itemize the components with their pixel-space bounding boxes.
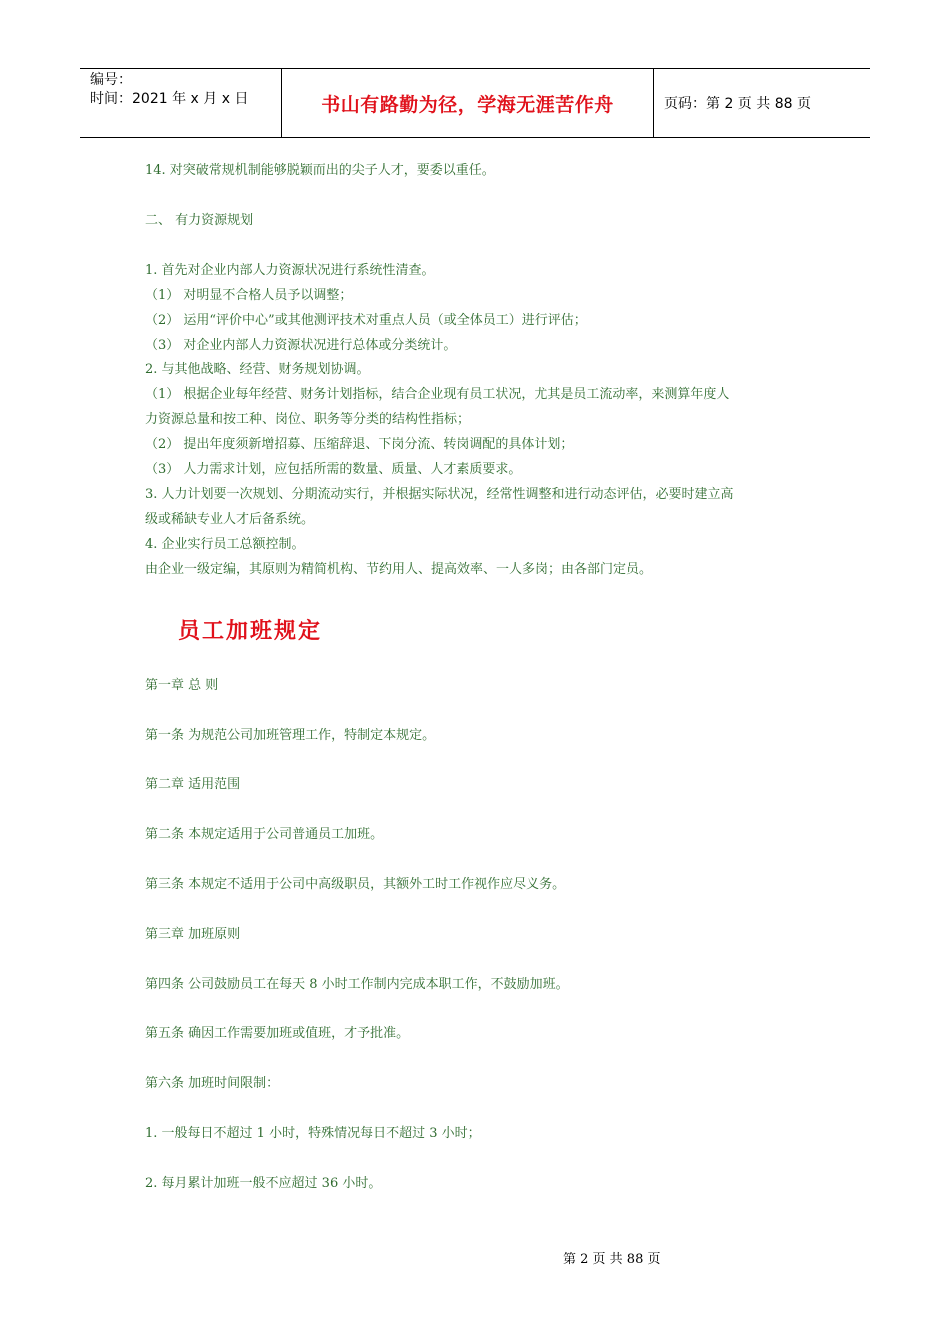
section-title: 员工加班规定 <box>178 619 323 644</box>
body-line: 1. 首先对企业内部人力资源状况进行系统性清查。 <box>145 263 435 278</box>
body-line: 由企业一级定编，其原则为精简机构、节约用人、提高效率、一人多岗；由各部门定员。 <box>145 562 653 577</box>
serial-label: 编号： <box>90 72 132 88</box>
list-item: 1. 一般每日不超过 1 小时，特殊情况每日不超过 3 小时； <box>145 1126 481 1141</box>
body-line: （2） 运用“评价中心”或其他测评技术对重点人员（或全体员工）进行评估； <box>145 313 587 328</box>
body-line: 3. 人力计划要一次规划、分期流动实行，并根据实际状况，经常性调整和进行动态评估，必要时建立高 <box>145 487 734 502</box>
document-header <box>80 68 870 138</box>
chapter-heading: 第三章 加班原则 <box>145 927 241 942</box>
article-line: 第二条 本规定适用于公司普通员工加班。 <box>145 827 384 842</box>
header-motto: 书山有路勤为径，学海无涯苦作舟 <box>282 69 654 137</box>
header-meta <box>80 69 282 137</box>
body-line: （2） 提出年度须新增招募、压缩辞退、下岗分流、转岗调配的具体计划； <box>145 437 574 452</box>
header-page-number: 页码：第 2 页 共 88 页 <box>664 96 811 112</box>
article-line: 第四条 公司鼓励员工在每天 8 小时工作制内完成本职工作，不鼓励加班。 <box>145 977 569 992</box>
chapter-heading: 第一章 总 则 <box>145 678 219 693</box>
body-line: （3） 对企业内部人力资源状况进行总体或分类统计。 <box>145 338 457 353</box>
chapter-heading: 第二章 适用范围 <box>145 777 241 792</box>
body-line: 力资源总量和按工种、岗位、职务等分类的结构性指标； <box>145 412 471 427</box>
body-line: （1） 根据企业每年经营、财务计划指标，结合企业现有员工状况，尤其是员工流动率，来测算年度人 <box>145 387 730 402</box>
article-line: 第五条 确因工作需要加班或值班，才予批准。 <box>145 1026 410 1041</box>
section-heading: 二、 有力资源规划 <box>145 213 254 228</box>
body-line: 级或稀缺专业人才后备系统。 <box>145 512 315 527</box>
date-label: 时间：2021 年 x 月 x 日 <box>90 91 249 107</box>
article-line: 第一条 为规范公司加班管理工作，特制定本规定。 <box>145 728 436 743</box>
body-line: （3） 人力需求计划，应包括所需的数量、质量、人才素质要求。 <box>145 462 522 477</box>
body-line: 2. 与其他战略、经营、财务规划协调。 <box>145 362 370 377</box>
body-line: 4. 企业实行员工总额控制。 <box>145 537 305 552</box>
page-footer: 第 2 页 共 88 页 <box>563 1252 661 1267</box>
body-line: 14. 对突破常规机制能够脱颖而出的尖子人才，要委以重任。 <box>145 163 495 178</box>
list-item: 2. 每月累计加班一般不应超过 36 小时。 <box>145 1176 382 1191</box>
article-line: 第六条 加班时间限制： <box>145 1076 280 1091</box>
body-line: （1） 对明显不合格人员予以调整； <box>145 288 353 303</box>
article-line: 第三条 本规定不适用于公司中高级职员，其额外工时工作视作应尽义务。 <box>145 877 566 892</box>
